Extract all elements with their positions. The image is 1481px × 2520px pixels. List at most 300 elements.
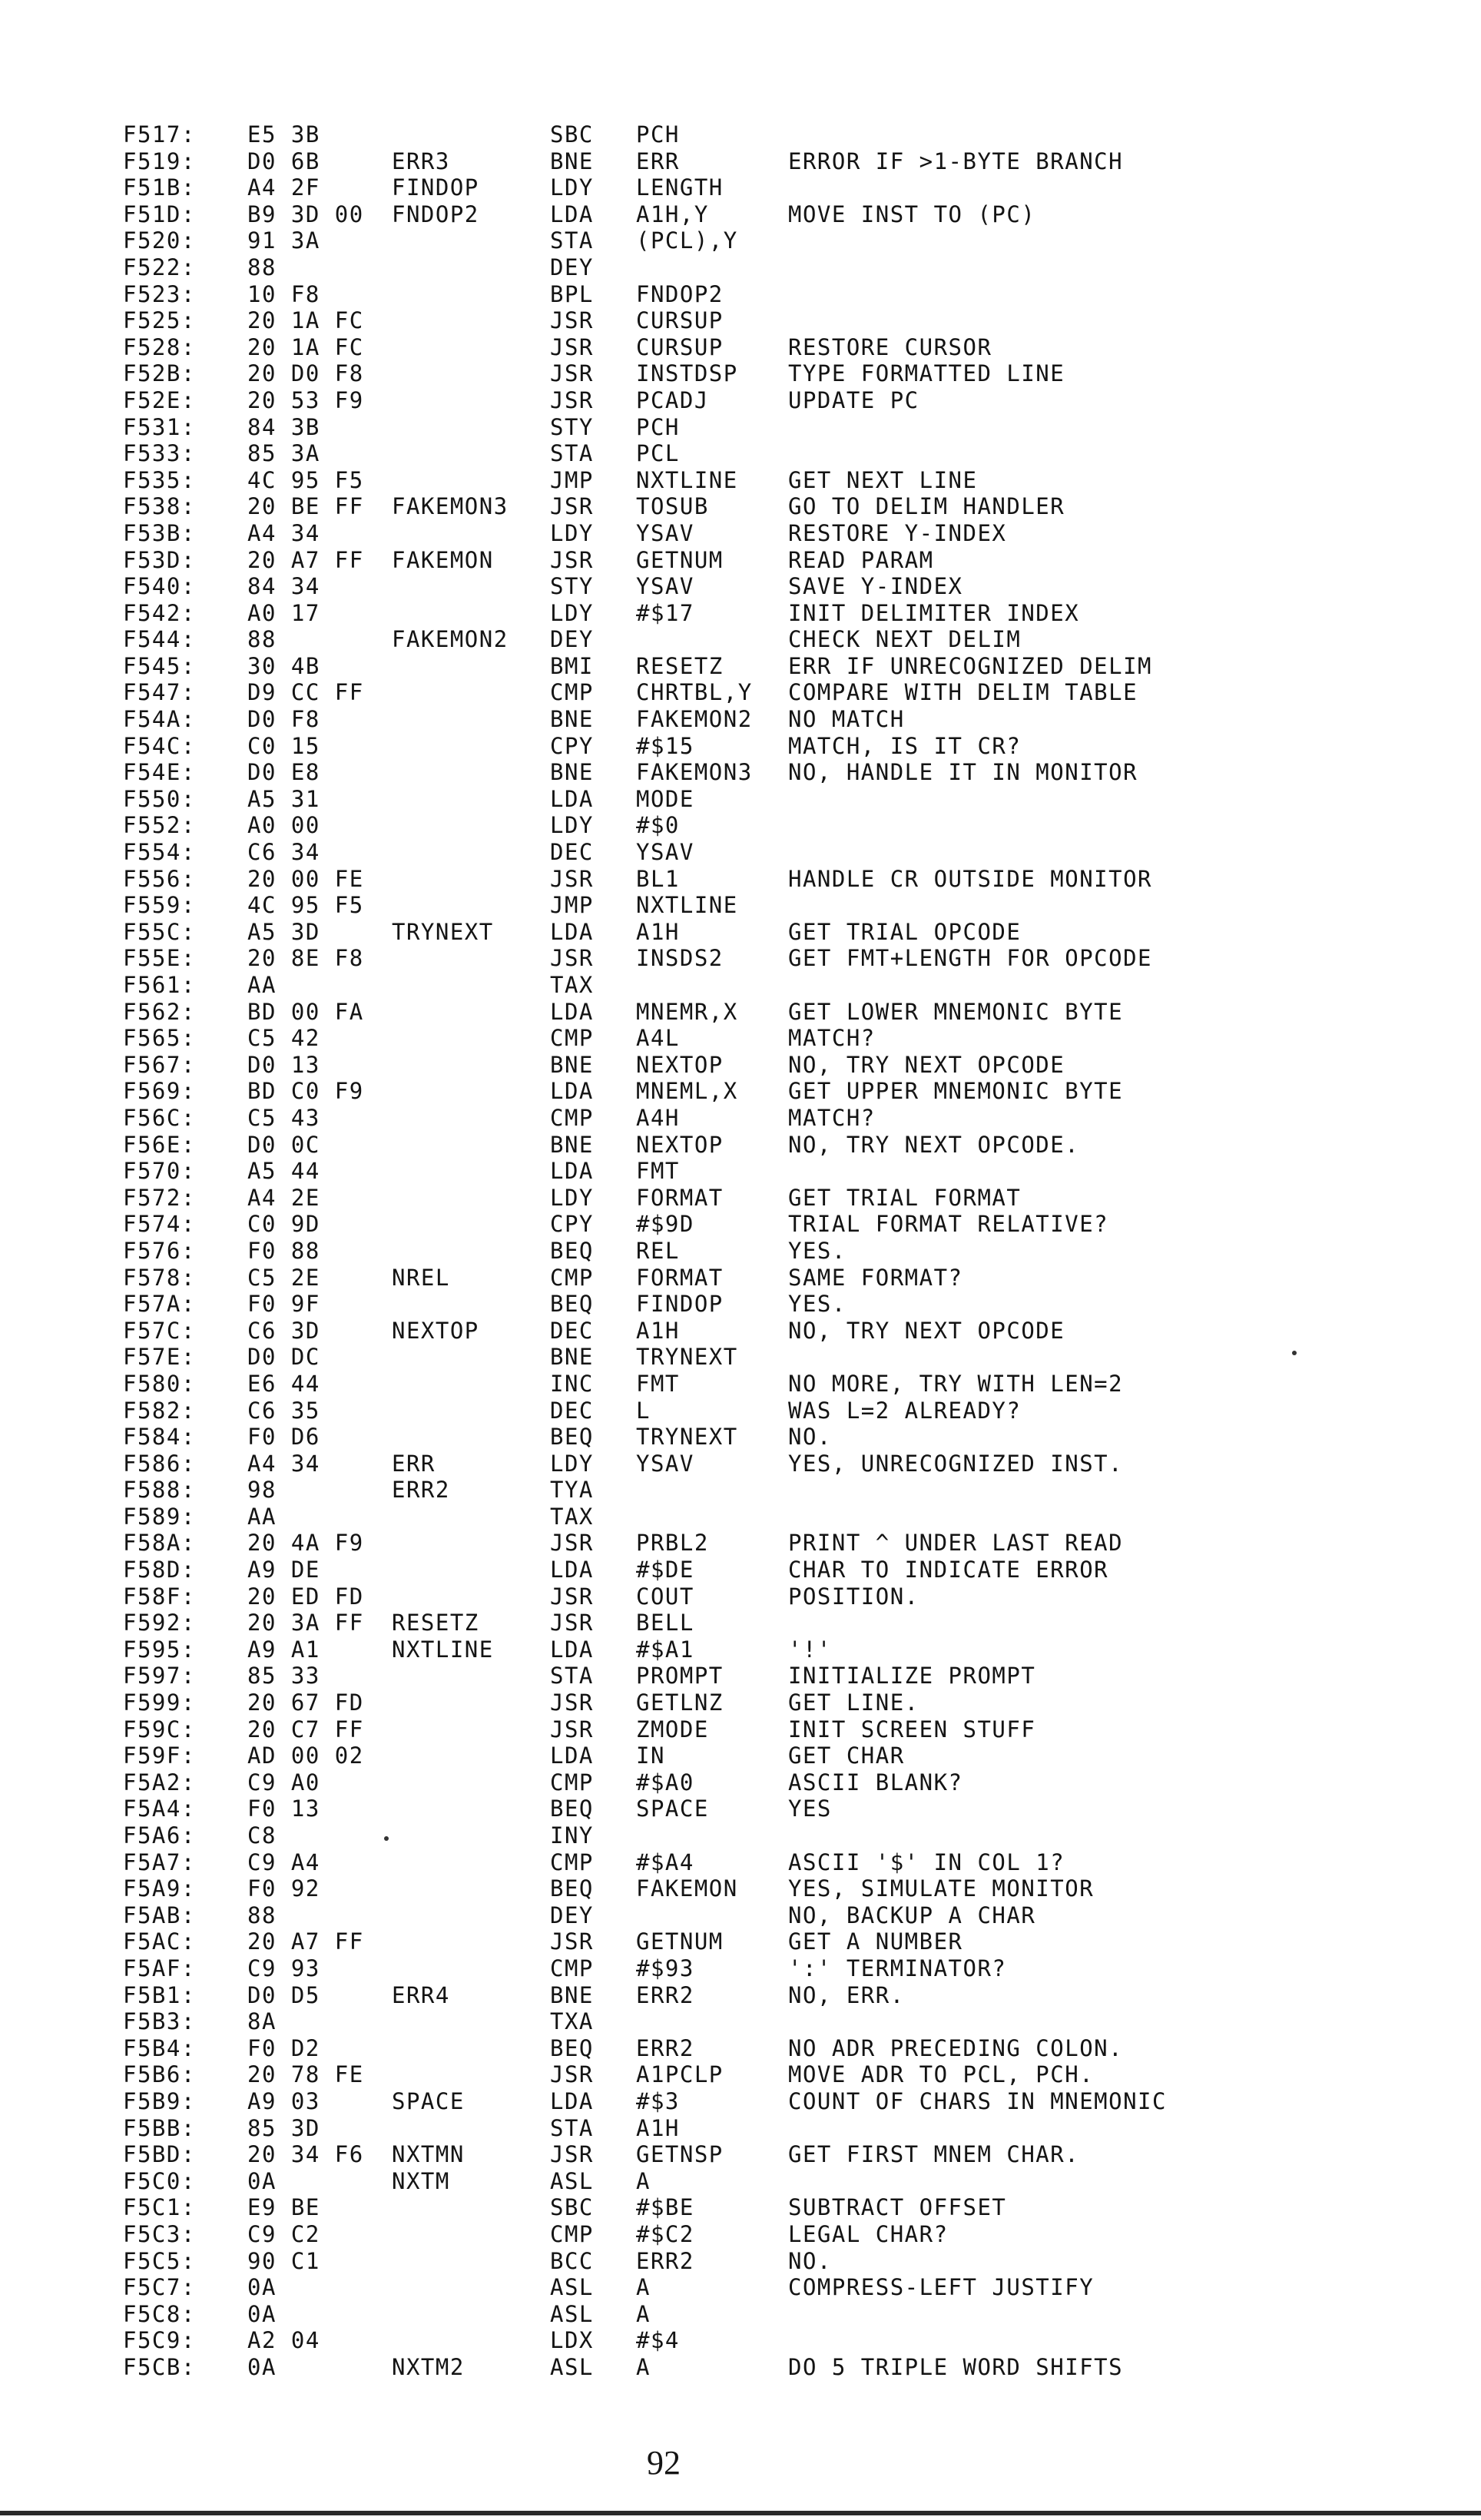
line-address: F5BB: (123, 2114, 196, 2141)
comment: COMPARE WITH DELIM TABLE (788, 679, 1138, 706)
listing-line (123, 2088, 1444, 2115)
print-speck (1292, 1351, 1297, 1355)
line-address: F550: (123, 785, 196, 812)
object-bytes: A0 17 (247, 599, 320, 626)
mnemonic: JSR (550, 1530, 594, 1557)
operand: BL1 (636, 865, 680, 892)
listing-line (123, 1769, 1444, 1796)
operand: GETNSP (636, 2141, 724, 2168)
object-bytes: 20 34 F6 (247, 2141, 364, 2168)
mnemonic: BNE (550, 1344, 594, 1371)
object-bytes: F0 92 (247, 1875, 320, 1902)
line-address: F531: (123, 413, 196, 440)
mnemonic: BNE (550, 1981, 594, 2008)
listing-line (123, 1052, 1444, 1079)
mnemonic: BEQ (550, 1424, 594, 1451)
listing-line (123, 1530, 1444, 1557)
operand: PRBL2 (636, 1530, 709, 1557)
line-address: F59C: (123, 1716, 196, 1742)
listing-line (123, 2008, 1444, 2035)
object-bytes: D0 E8 (247, 759, 320, 786)
operand: FNDOP2 (636, 280, 724, 307)
comment: HANDLE CR OUTSIDE MONITOR (788, 865, 1152, 892)
object-bytes: 10 F8 (247, 280, 320, 307)
listing-line (123, 360, 1444, 387)
object-bytes: 30 4B (247, 652, 320, 679)
mnemonic: CMP (550, 1025, 594, 1052)
operand: RESETZ (636, 652, 724, 679)
listing-line (123, 2354, 1444, 2381)
object-bytes: 88 (247, 626, 277, 653)
object-bytes: 84 34 (247, 573, 320, 600)
line-address: F584: (123, 1424, 196, 1451)
mnemonic: LDA (550, 918, 594, 945)
mnemonic: JSR (550, 1716, 594, 1742)
line-address: F572: (123, 1184, 196, 1211)
mnemonic: LDA (550, 201, 594, 227)
comment: NO MATCH (788, 706, 905, 733)
line-address: F54A: (123, 706, 196, 733)
object-bytes: 20 C7 FF (247, 1716, 364, 1742)
listing-line (123, 2168, 1444, 2195)
operand: A (636, 2353, 651, 2380)
line-address: F5C9: (123, 2327, 196, 2354)
listing-line (123, 919, 1444, 946)
object-bytes: C9 93 (247, 1955, 320, 1981)
operand: PROMPT (636, 1663, 724, 1689)
operand: YSAV (636, 839, 694, 866)
operand: A (636, 2274, 651, 2301)
operand: #$15 (636, 732, 694, 759)
operand: #$A1 (636, 1636, 694, 1663)
object-bytes: 85 33 (247, 1663, 320, 1689)
line-address: F586: (123, 1450, 196, 1477)
operand: FAKEMON2 (636, 706, 753, 733)
operand: YSAV (636, 573, 694, 600)
comment: COMPRESS-LEFT JUSTIFY (788, 2274, 1095, 2301)
comment: '!' (788, 1636, 832, 1663)
mnemonic: BEQ (550, 1237, 594, 1264)
operand: REL (636, 1237, 680, 1264)
object-bytes: C6 3D (247, 1317, 320, 1344)
operand: PCH (636, 121, 680, 148)
comment: YES. (788, 1291, 847, 1318)
line-address: F528: (123, 333, 196, 360)
object-bytes: C9 A4 (247, 1849, 320, 1875)
mnemonic: LDA (550, 1636, 594, 1663)
comment: ASCII BLANK? (788, 1769, 963, 1796)
object-bytes: C8 (247, 1822, 277, 1849)
comment: YES. (788, 1237, 847, 1264)
comment: GET TRIAL OPCODE (788, 918, 1022, 945)
comment: TRIAL FORMAT RELATIVE? (788, 1211, 1109, 1238)
comment: GO TO DELIM HANDLER (788, 493, 1065, 520)
operand: TOSUB (636, 493, 709, 520)
line-address: F597: (123, 1663, 196, 1689)
line-address: F5B6: (123, 2061, 196, 2088)
line-address: F57E: (123, 1344, 196, 1371)
object-bytes: 0A (247, 2274, 277, 2301)
operand: TRYNEXT (636, 1424, 738, 1451)
listing-line (123, 626, 1444, 653)
listing-line (123, 440, 1444, 467)
mnemonic: CMP (550, 1104, 594, 1131)
operand: PCH (636, 413, 680, 440)
operand: YSAV (636, 519, 694, 546)
line-address: F5C8: (123, 2300, 196, 2327)
line-address: F517: (123, 121, 196, 148)
mnemonic: ASL (550, 2167, 594, 2194)
line-address: F5AC: (123, 1928, 196, 1955)
object-bytes: C0 15 (247, 732, 320, 759)
object-bytes: BD C0 F9 (247, 1078, 364, 1105)
object-bytes: 20 4A F9 (247, 1530, 364, 1557)
operand: A4L (636, 1025, 680, 1052)
operand: A1H (636, 2114, 680, 2141)
object-bytes: A4 2F (247, 174, 320, 201)
listing-line (123, 2221, 1444, 2248)
object-bytes: F0 D2 (247, 2034, 320, 2061)
line-address: F58D: (123, 1557, 196, 1583)
operand: FORMAT (636, 1264, 724, 1291)
mnemonic: ASL (550, 2274, 594, 2301)
line-label: SPACE (392, 2087, 465, 2114)
listing-line (123, 334, 1444, 361)
listing-line (123, 972, 1444, 999)
line-address: F570: (123, 1158, 196, 1185)
comment: SAVE Y-INDEX (788, 573, 963, 600)
object-bytes: D0 13 (247, 1051, 320, 1078)
object-bytes: AA (247, 1503, 277, 1530)
object-bytes: A4 34 (247, 519, 320, 546)
line-address: F53D: (123, 546, 196, 573)
line-address: F58A: (123, 1530, 196, 1557)
mnemonic: DEY (550, 1902, 594, 1928)
line-address: F582: (123, 1397, 196, 1424)
object-bytes: F0 D6 (247, 1424, 320, 1451)
line-address: F56E: (123, 1131, 196, 1158)
listing-line (123, 467, 1444, 494)
mnemonic: LDA (550, 2087, 594, 2114)
line-address: F523: (123, 280, 196, 307)
mnemonic: LDY (550, 519, 594, 546)
line-address: F592: (123, 1610, 196, 1636)
mnemonic: JSR (550, 493, 594, 520)
object-bytes: 85 3A (247, 440, 320, 467)
mnemonic: TYA (550, 1477, 594, 1504)
line-address: F547: (123, 679, 196, 706)
operand: A (636, 2167, 651, 2194)
listing-line (123, 759, 1444, 786)
object-bytes: BD 00 FA (247, 998, 364, 1025)
comment: INIT DELIMITER INDEX (788, 599, 1080, 626)
listing-line (123, 1344, 1444, 1371)
object-bytes: 20 1A FC (247, 307, 364, 334)
operand: CHRTBL,Y (636, 679, 753, 706)
listing-line (123, 387, 1444, 414)
operand: A1PCLP (636, 2061, 724, 2088)
listing-line (123, 866, 1444, 893)
line-label: FAKEMON2 (392, 626, 509, 653)
line-address: F567: (123, 1051, 196, 1078)
mnemonic: BNE (550, 1131, 594, 1158)
operand: #$0 (636, 812, 680, 839)
object-bytes: 20 67 FD (247, 1689, 364, 1716)
mnemonic: ASL (550, 2300, 594, 2327)
mnemonic: JSR (550, 1928, 594, 1955)
listing-line (123, 1185, 1444, 1212)
comment: MATCH, IS IT CR? (788, 732, 1022, 759)
operand: PCADJ (636, 386, 709, 413)
listing-line (123, 2194, 1444, 2221)
line-address: F5B1: (123, 1981, 196, 2008)
line-label: TRYNEXT (392, 918, 494, 945)
mnemonic: BNE (550, 1051, 594, 1078)
object-bytes: AA (247, 972, 277, 998)
line-address: F569: (123, 1078, 196, 1105)
line-address: F522: (123, 254, 196, 280)
operand: GETNUM (636, 1928, 724, 1955)
comment: INIT SCREEN STUFF (788, 1716, 1036, 1742)
mnemonic: STA (550, 227, 594, 254)
comment: NO, TRY NEXT OPCODE (788, 1317, 1065, 1344)
operand: BELL (636, 1610, 694, 1636)
object-bytes: 20 8E F8 (247, 945, 364, 972)
comment: NO, TRY NEXT OPCODE (788, 1051, 1065, 1078)
object-bytes: A5 31 (247, 785, 320, 812)
listing-line (123, 1398, 1444, 1424)
mnemonic: LDY (550, 174, 594, 201)
mnemonic: TXA (550, 2008, 594, 2035)
line-label: ERR (392, 1450, 436, 1477)
comment: PRINT ^ UNDER LAST READ (788, 1530, 1124, 1557)
line-address: F588: (123, 1477, 196, 1504)
operand: MNEMR,X (636, 998, 738, 1025)
operand: #$A0 (636, 1769, 694, 1796)
line-address: F562: (123, 998, 196, 1025)
object-bytes: 0A (247, 2353, 277, 2380)
mnemonic: JMP (550, 892, 594, 919)
listing-line (123, 999, 1444, 1026)
comment: COUNT OF CHARS IN MNEMONIC (788, 2087, 1167, 2114)
object-bytes: C5 2E (247, 1264, 320, 1291)
comment: NO, BACKUP A CHAR (788, 1902, 1036, 1928)
line-address: F52B: (123, 360, 196, 387)
object-bytes: D0 0C (247, 1131, 320, 1158)
listing-line (123, 1318, 1444, 1345)
comment: NO. (788, 1424, 832, 1451)
line-label: NXTM2 (392, 2353, 465, 2380)
line-address: F53B: (123, 519, 196, 546)
object-bytes: C9 A0 (247, 1769, 320, 1796)
listing-line (123, 573, 1444, 600)
mnemonic: BEQ (550, 1291, 594, 1318)
listing-line (123, 1610, 1444, 1636)
listing-line (123, 1902, 1444, 1929)
object-bytes: 20 BE FF (247, 493, 364, 520)
object-bytes: 85 3D (247, 2114, 320, 2141)
listing-line (123, 493, 1444, 520)
operand: #$93 (636, 1955, 694, 1981)
line-address: F578: (123, 1264, 196, 1291)
operand: INSDS2 (636, 945, 724, 972)
listing-line (123, 2327, 1444, 2354)
object-bytes: F0 88 (247, 1237, 320, 1264)
listing-line (123, 414, 1444, 441)
operand: COUT (636, 1583, 694, 1610)
object-bytes: 8A (247, 2008, 277, 2035)
comment: MATCH? (788, 1025, 876, 1052)
comment: ERR IF UNRECOGNIZED DELIM (788, 652, 1152, 679)
mnemonic: JSR (550, 307, 594, 334)
mnemonic: CMP (550, 1955, 594, 1981)
operand: FAKEMON3 (636, 759, 753, 786)
mnemonic: TAX (550, 1503, 594, 1530)
listing-line (123, 1238, 1444, 1265)
mnemonic: CMP (550, 2220, 594, 2247)
line-address: F554: (123, 839, 196, 866)
listing-line (123, 148, 1444, 175)
comment: INITIALIZE PROMPT (788, 1663, 1036, 1689)
object-bytes: 20 1A FC (247, 333, 364, 360)
object-bytes: D0 6B (247, 148, 320, 174)
listing-line (123, 121, 1444, 148)
object-bytes: 88 (247, 254, 277, 280)
operand: ZMODE (636, 1716, 709, 1742)
operand: YSAV (636, 1450, 694, 1477)
object-bytes: D0 D5 (247, 1981, 320, 2008)
listing-line (123, 1663, 1444, 1689)
line-address: F5B4: (123, 2034, 196, 2061)
mnemonic: JMP (550, 466, 594, 493)
mnemonic: CMP (550, 1769, 594, 1796)
object-bytes: A9 03 (247, 2087, 320, 2114)
line-label: ERR3 (392, 148, 450, 174)
mnemonic: BPL (550, 280, 594, 307)
line-label: FNDOP2 (392, 201, 479, 227)
comment: MATCH? (788, 1104, 876, 1131)
line-address: F54C: (123, 732, 196, 759)
line-address: F559: (123, 892, 196, 919)
object-bytes: 20 78 FE (247, 2061, 364, 2088)
comment: NO, ERR. (788, 1981, 905, 2008)
listing-line (123, 600, 1444, 627)
mnemonic: BCC (550, 2247, 594, 2274)
line-address: F5CB: (123, 2353, 196, 2380)
object-bytes: 0A (247, 2167, 277, 2194)
bottom-rule (0, 2511, 1481, 2515)
line-address: F5A2: (123, 1769, 196, 1796)
operand: #$17 (636, 599, 694, 626)
mnemonic: LDA (550, 1078, 594, 1105)
listing-line (123, 1955, 1444, 1982)
line-address: F542: (123, 599, 196, 626)
comment: UPDATE PC (788, 386, 919, 413)
mnemonic: JSR (550, 333, 594, 360)
line-label: FAKEMON (392, 546, 494, 573)
comment: READ PARAM (788, 546, 934, 573)
listing-line (123, 1583, 1444, 1610)
listing-line (123, 227, 1444, 254)
line-address: F5A9: (123, 1875, 196, 1902)
mnemonic: JSR (550, 2141, 594, 2168)
listing-line (123, 281, 1444, 308)
listing-line (123, 1265, 1444, 1292)
comment: ':' TERMINATOR? (788, 1955, 1007, 1981)
object-bytes: A9 DE (247, 1557, 320, 1583)
operand: #$4 (636, 2327, 680, 2354)
mnemonic: INY (550, 1822, 594, 1849)
mnemonic: LDY (550, 812, 594, 839)
line-address: F525: (123, 307, 196, 334)
object-bytes: A9 A1 (247, 1636, 320, 1663)
listing-line (123, 1158, 1444, 1185)
mnemonic: BNE (550, 148, 594, 174)
object-bytes: C5 43 (247, 1104, 320, 1131)
operand: A1H (636, 1317, 680, 1344)
operand: FAKEMON (636, 1875, 738, 1902)
operand: MODE (636, 785, 694, 812)
mnemonic: JSR (550, 2061, 594, 2088)
object-bytes: 88 (247, 1902, 277, 1928)
line-address: F58F: (123, 1583, 196, 1610)
listing-line (123, 1716, 1444, 1743)
operand: CURSUP (636, 333, 724, 360)
mnemonic: JSR (550, 360, 594, 387)
object-bytes: 20 ED FD (247, 1583, 364, 1610)
line-address: F576: (123, 1237, 196, 1264)
line-label: NEXTOP (392, 1317, 479, 1344)
line-address: F55C: (123, 918, 196, 945)
line-label: RESETZ (392, 1610, 479, 1636)
line-address: F540: (123, 573, 196, 600)
line-address: F520: (123, 227, 196, 254)
mnemonic: BEQ (550, 2034, 594, 2061)
listing-line (123, 2141, 1444, 2168)
object-bytes: 20 3A FF (247, 1610, 364, 1636)
line-address: F561: (123, 972, 196, 998)
listing-line (123, 812, 1444, 839)
mnemonic: BNE (550, 706, 594, 733)
listing-line (123, 307, 1444, 334)
object-bytes: 91 3A (247, 227, 320, 254)
listing-line (123, 1822, 1444, 1849)
object-bytes: A5 3D (247, 918, 320, 945)
object-bytes: A4 34 (247, 1450, 320, 1477)
object-bytes: 20 00 FE (247, 865, 364, 892)
operand: NXTLINE (636, 466, 738, 493)
mnemonic: STA (550, 2114, 594, 2141)
listing-line (123, 1132, 1444, 1159)
comment: YES, SIMULATE MONITOR (788, 1875, 1095, 1902)
comment: SAME FORMAT? (788, 1264, 963, 1291)
line-label: NXTM (392, 2167, 450, 2194)
comment: GET NEXT LINE (788, 466, 978, 493)
object-bytes: F0 9F (247, 1291, 320, 1318)
operand: A1H,Y (636, 201, 709, 227)
listing-line (123, 1451, 1444, 1477)
object-bytes: D0 F8 (247, 706, 320, 733)
mnemonic: LDY (550, 1184, 594, 1211)
object-bytes: C5 42 (247, 1025, 320, 1052)
line-address: F51D: (123, 201, 196, 227)
comment: ASCII '$' IN COL 1? (788, 1849, 1065, 1875)
mnemonic: CMP (550, 1849, 594, 1875)
comment: DO 5 TRIPLE WORD SHIFTS (788, 2353, 1124, 2380)
comment: GET LINE. (788, 1689, 919, 1716)
line-address: F52E: (123, 386, 196, 413)
mnemonic: JSR (550, 865, 594, 892)
